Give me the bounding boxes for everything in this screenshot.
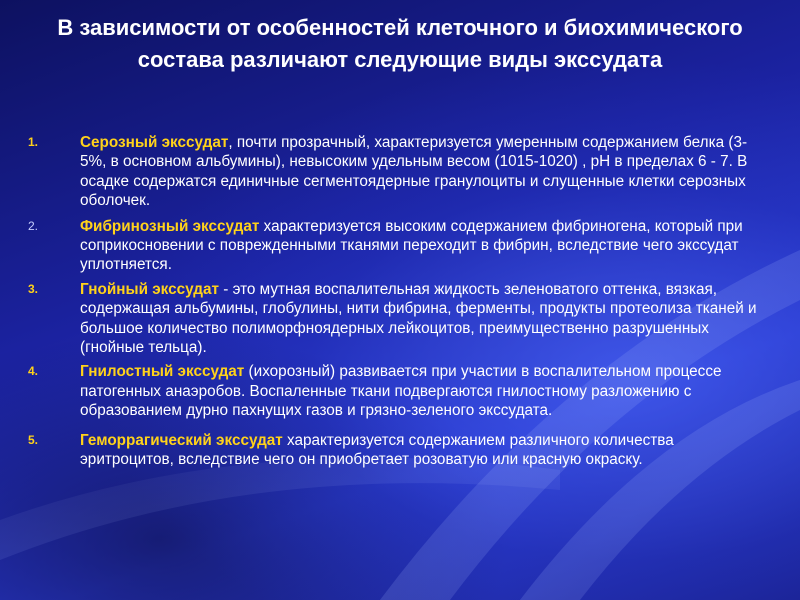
- term-purulent: Гнойный экссудат: [80, 280, 219, 298]
- list-number: 5.: [28, 432, 39, 447]
- list-item-purulent: [28, 280, 768, 358]
- item-text: , почти прозрачный, характеризуется умеренным содержанием белка (3-5%, в основном альбумины), невысоким удельным весом (1015-1020) , pH в пределах 6 - 7. В осадке содержатся единичные сегментоядерные гранулоциты и слущенные клетки серозных оболочек.: [80, 134, 748, 210]
- list-number: 3.: [28, 281, 39, 296]
- item-text: характеризуется высоким содержанием фибриногена, который при соприкосновении с поврежденными тканями переходит в фибрин, вследствие чего экссудат уплотняется.: [80, 217, 743, 274]
- term-putrid: Гнилостный экссудат: [80, 363, 245, 381]
- list-item-hemorrhagic: [28, 431, 768, 470]
- item-text: характеризуется содержанием различного количества эритроцитов, вследствие чего он приобретает розоватую или красную окраску.: [80, 431, 674, 469]
- slide-title: В зависимости от особенностей клеточного и биохимического состава различают следующие виды экссудата: [57, 15, 743, 72]
- item-text: (ихорозный) развивается при участии в воспалительном процессе патогенных анаэробов. Воспаленные ткани подвергаются гнилостному разложению с образованием дурно пахнущих газов и грязно-зеленого экссудата.: [80, 363, 722, 420]
- term-hemorrhagic: Геморрагический экссудат: [80, 431, 283, 449]
- exudate-types-list: [28, 133, 768, 470]
- list-item-fibrinous: [28, 217, 768, 275]
- list-number: 4.: [28, 364, 39, 379]
- list-number: 1.: [28, 135, 39, 149]
- term-fibrinous: Фибринозный экссудат: [80, 217, 260, 235]
- item-text: - это мутная воспалительная жидкость зеленоватого оттенка, вязкая, содержащая альбумины, глобулины, нити фибрина, ферменты, продукты протеолиза тканей и большое количество полиморфноядерных лейкоцитов, преимущественно разрушенных (гнойные тельца).: [80, 280, 757, 357]
- term-serous: Серозный экссудат: [80, 134, 229, 151]
- list-item-serous: [28, 133, 768, 211]
- list-item-putrid: [28, 362, 768, 420]
- list-number: 2.: [28, 218, 39, 233]
